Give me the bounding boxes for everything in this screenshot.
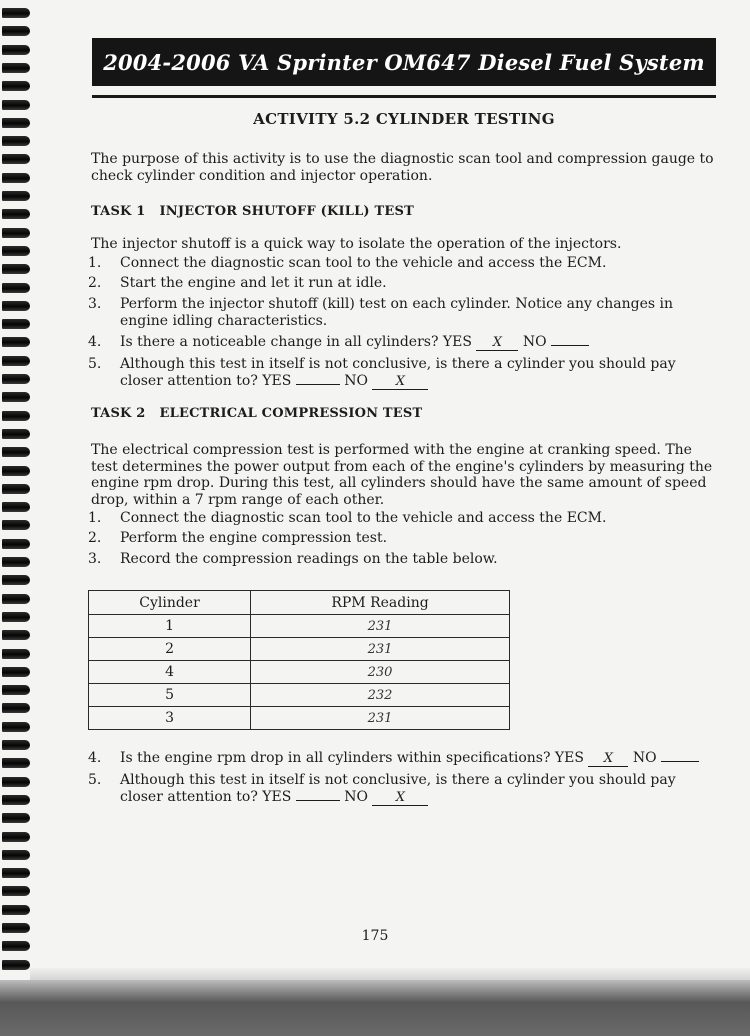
task1-step: [88, 356, 716, 390]
spiral-coil: [2, 685, 30, 695]
chapter-banner: [92, 38, 716, 86]
cylinder-cell: 4: [89, 661, 251, 684]
spiral-coil: [2, 813, 30, 823]
spiral-coil: [2, 209, 30, 219]
spiral-coil: [2, 777, 30, 787]
table-row: [89, 707, 510, 730]
spiral-coil: [2, 173, 30, 183]
task1-step: [88, 296, 716, 329]
page-number: 175: [361, 928, 389, 944]
cylinder-cell: 5: [89, 684, 251, 707]
step-number: 1.: [88, 255, 102, 271]
spiral-coil: [2, 264, 30, 274]
spiral-coil: [2, 26, 30, 36]
task1-number: TASK 1: [91, 204, 146, 219]
spiral-coil: [2, 319, 30, 329]
spiral-coil: [2, 758, 30, 768]
spiral-coil: [2, 283, 30, 293]
step-text: Although this test in itself is not conclusive, is there a cylinder you should pay closer attention to? YES: [120, 356, 676, 389]
table-row: [89, 615, 510, 638]
spiral-coil: [2, 429, 30, 439]
rpm-cell[interactable]: 231: [251, 615, 510, 638]
step-text: Start the engine and let it run at idle.: [120, 275, 387, 291]
spiral-coil: [2, 411, 30, 421]
rpm-cell[interactable]: 231: [251, 707, 510, 730]
spiral-coil: [2, 191, 30, 201]
spiral-coil: [2, 392, 30, 402]
yes-answer-field[interactable]: X: [476, 336, 518, 351]
task2-description: The electrical compression test is performed with the engine at cranking speed. The test determines the power output from each of the engine's cylinders by measuring the engine rpm drop. During this test, all cylinders should have the same amount of speed drop, within a 7 rpm range of each other.: [91, 442, 713, 508]
no-answer-field[interactable]: X: [372, 375, 428, 390]
task2-step: [88, 510, 716, 527]
spiral-coil: [2, 100, 30, 110]
step-number: 4.: [88, 334, 102, 350]
spiral-coil: [2, 905, 30, 915]
task2-step: [88, 750, 716, 767]
spiral-coil: [2, 868, 30, 878]
spiral-coil: [2, 539, 30, 549]
step-text: Connect the diagnostic scan tool to the vehicle and access the ECM.: [120, 510, 607, 526]
spiral-coil: [2, 301, 30, 311]
no-label: NO: [522, 334, 547, 350]
task1-heading: [91, 204, 414, 219]
spiral-coil: [2, 228, 30, 238]
table-header-row: [89, 591, 510, 615]
step-number: 3.: [88, 551, 102, 567]
step-number: 5.: [88, 356, 102, 372]
spiral-coil: [2, 81, 30, 91]
task1-step: [88, 255, 716, 272]
spiral-coil: [2, 118, 30, 128]
rpm-cell[interactable]: 232: [251, 684, 510, 707]
step-text: Record the compression readings on the table below.: [120, 551, 498, 567]
column-header-rpm: RPM Reading: [251, 591, 510, 615]
no-answer-field[interactable]: X: [372, 791, 428, 806]
spiral-coil: [2, 832, 30, 842]
intro-paragraph: The purpose of this activity is to use the diagnostic scan tool and compression gauge to check cylinder condition and injector operation.: [91, 151, 714, 184]
spiral-coil: [2, 520, 30, 530]
task2-step: [88, 530, 716, 547]
spiral-coil: [2, 722, 30, 732]
no-answer-field[interactable]: [551, 345, 589, 346]
step-number: 2.: [88, 275, 102, 291]
banner-title: 2004-2006 VA Sprinter OM647 Diesel Fuel System: [103, 49, 705, 75]
spiral-coil: [2, 484, 30, 494]
spiral-coil: [2, 374, 30, 384]
task2-title: ELECTRICAL COMPRESSION TEST: [159, 406, 423, 421]
spiral-coil: [2, 703, 30, 713]
spiral-coil: [2, 356, 30, 366]
spiral-coil: [2, 466, 30, 476]
cylinder-cell: 1: [89, 615, 251, 638]
yes-answer-field[interactable]: [296, 384, 340, 385]
table-row: [89, 661, 510, 684]
task1-title: INJECTOR SHUTOFF (KILL) TEST: [159, 204, 414, 219]
spiral-coil: [2, 337, 30, 347]
spiral-coil: [2, 667, 30, 677]
no-answer-field[interactable]: [661, 761, 699, 762]
step-text: Is there a noticeable change in all cylinders? YES: [120, 334, 472, 350]
step-text: Is the engine rpm drop in all cylinders within specifications? YES: [120, 750, 584, 766]
spiral-coil: [2, 740, 30, 750]
step-text: Perform the injector shutoff (kill) test on each cylinder. Notice any changes in engine idling characteristics.: [120, 296, 673, 329]
step-text: Although this test in itself is not conclusive, is there a cylinder you should pay closer attention to? YES: [120, 772, 676, 805]
step-number: 1.: [88, 510, 102, 526]
spiral-coil: [2, 612, 30, 622]
step-number: 4.: [88, 750, 102, 766]
task1-step: [88, 334, 716, 351]
step-text: Connect the diagnostic scan tool to the vehicle and access the ECM.: [120, 255, 607, 271]
spiral-coil: [2, 960, 30, 970]
spiral-coil: [2, 447, 30, 457]
yes-answer-field[interactable]: X: [588, 752, 628, 767]
cylinder-cell: 2: [89, 638, 251, 661]
spiral-coil: [2, 557, 30, 567]
yes-answer-field[interactable]: [296, 800, 340, 801]
spiral-coil: [2, 136, 30, 146]
compression-table: [88, 590, 510, 730]
spiral-coil: [2, 886, 30, 896]
spiral-coil: [2, 795, 30, 805]
no-label: NO: [632, 750, 657, 766]
task2-step: [88, 551, 716, 568]
column-header-cylinder: Cylinder: [89, 591, 251, 615]
table-row: [89, 684, 510, 707]
activity-title: ACTIVITY 5.2 CYLINDER TESTING: [253, 110, 555, 128]
task1-step: [88, 275, 716, 292]
rpm-cell[interactable]: 230: [251, 661, 510, 684]
task2-heading: [91, 406, 422, 421]
no-label: NO: [344, 788, 368, 805]
cylinder-cell: 3: [89, 707, 251, 730]
spiral-coil: [2, 594, 30, 604]
spiral-coil: [2, 63, 30, 73]
spiral-coil: [2, 246, 30, 256]
step-text: Perform the engine compression test.: [120, 530, 388, 546]
rpm-cell[interactable]: 231: [251, 638, 510, 661]
no-label: NO: [344, 372, 368, 389]
table-row: [89, 638, 510, 661]
task2-number: TASK 2: [91, 406, 146, 421]
spiral-binding: [0, 0, 38, 980]
spiral-coil: [2, 630, 30, 640]
spiral-coil: [2, 850, 30, 860]
spiral-coil: [2, 502, 30, 512]
spiral-coil: [2, 649, 30, 659]
task2-step: [88, 772, 716, 806]
step-number: 3.: [88, 296, 102, 312]
spiral-coil: [2, 8, 30, 18]
task1-description: The injector shutoff is a quick way to isolate the operation of the injectors.: [91, 236, 622, 252]
step-number: 2.: [88, 530, 102, 546]
spiral-coil: [2, 154, 30, 164]
background-surface: [0, 980, 750, 1036]
header-rule: [92, 95, 716, 98]
spiral-coil: [2, 45, 30, 55]
step-number: 5.: [88, 772, 102, 788]
spiral-coil: [2, 575, 30, 585]
